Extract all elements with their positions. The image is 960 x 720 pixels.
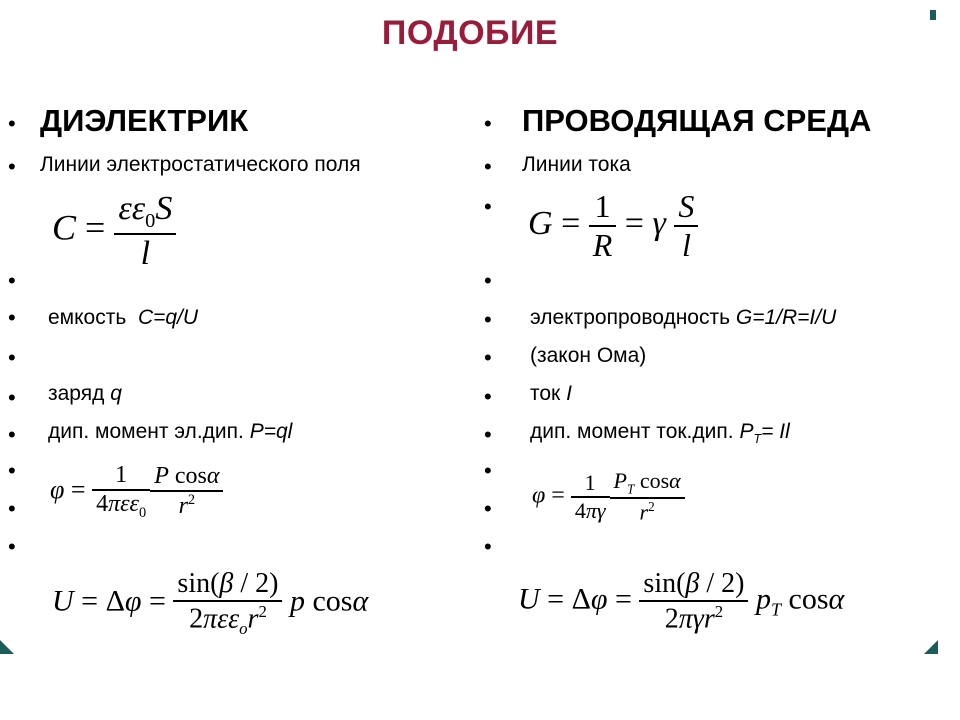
bullet: •: [484, 534, 492, 559]
page-title: ПОДОБИЕ: [381, 14, 559, 52]
bullet: •: [484, 458, 492, 483]
capacity-formula: C = $\frac{\varepsilon\varepsilon_0S}{l}$: [52, 190, 176, 273]
capacity-formula-text: C=q/U: [137, 306, 199, 329]
charge-line: [48, 382, 122, 406]
current-potential-formula: φ = $\frac{1}{4\pi\gamma}$ $\frac{P_T \cos\alpha}{r^2}$: [532, 468, 685, 526]
left-heading: ДИЭЛЕКТРИК: [40, 103, 249, 138]
conductance-formula-text: G=1/R=I/U: [735, 306, 837, 329]
capacity-label: емкость: [48, 306, 127, 329]
ohm-law-text: (закон Ома): [530, 344, 647, 367]
current-label: ток: [530, 382, 561, 405]
bullet: •: [8, 534, 16, 559]
charge-symbol: q: [110, 382, 122, 405]
bullet: •: [484, 111, 492, 136]
charge-label: заряд: [48, 382, 105, 405]
bullet: •: [484, 307, 492, 332]
bullet: •: [8, 458, 16, 483]
current-dipole-label: дип. момент ток.дип.: [530, 420, 734, 443]
bullet: •: [484, 268, 492, 293]
bullet: •: [8, 422, 16, 447]
corner-decoration-bottom-right: [924, 640, 938, 654]
corner-decoration-bottom-left: [0, 640, 14, 654]
conductance-line: [530, 306, 836, 330]
current-symbol: I: [566, 382, 572, 405]
voltage-formula: U = Δφ = $\frac{\sin(\beta / 2)}{2\pi\varepsilon\varepsilon_or^2}$ p cosα: [52, 568, 369, 638]
bullet: •: [484, 496, 492, 521]
field-lines-text: Линии электростатического поля: [40, 153, 361, 176]
dipole-formula: P=ql: [249, 420, 293, 443]
current-voltage-formula: U = Δφ = $\frac{\sin(\beta / 2)}{2\pi\gamma r^2}$ $p_T$ cosα: [518, 568, 845, 635]
dipole-label: дип. момент эл.дип.: [48, 420, 244, 443]
bullet: •: [484, 422, 492, 447]
bullet: •: [8, 345, 16, 370]
bullet: •: [484, 345, 492, 370]
bullet: •: [484, 384, 492, 409]
dipole-line: [48, 420, 292, 444]
bullet: •: [8, 385, 16, 410]
dipole-moment-symbol: P: [739, 420, 754, 443]
conductance-formula: G = $\frac{1}{R}$ = γ $\frac{S}{l}$: [528, 188, 698, 264]
capacity-line: [48, 306, 198, 330]
current-line: [530, 382, 572, 406]
potential-formula: φ = $\frac{1}{4\pi\varepsilon\varepsilon_0}$ $\frac{\text{P cosα}}{r^2}$: [50, 462, 223, 522]
current-dipole-line: [530, 420, 790, 451]
bullet: •: [8, 154, 16, 179]
current-dipole-formula: [739, 420, 790, 447]
current-lines-text: Линии тока: [522, 153, 631, 176]
bullet: •: [8, 305, 16, 330]
dipole-moment-rhs: = Il: [761, 420, 790, 443]
bullet: •: [8, 268, 16, 293]
bullet: •: [8, 111, 16, 136]
bullet: •: [8, 496, 16, 521]
right-heading: ПРОВОДЯЩАЯ СРЕДА: [522, 103, 872, 138]
conductance-label: электропроводность: [530, 306, 731, 329]
dipole-moment-subscript: T: [753, 432, 762, 447]
bullet: •: [484, 194, 492, 219]
bullet: •: [484, 154, 492, 179]
